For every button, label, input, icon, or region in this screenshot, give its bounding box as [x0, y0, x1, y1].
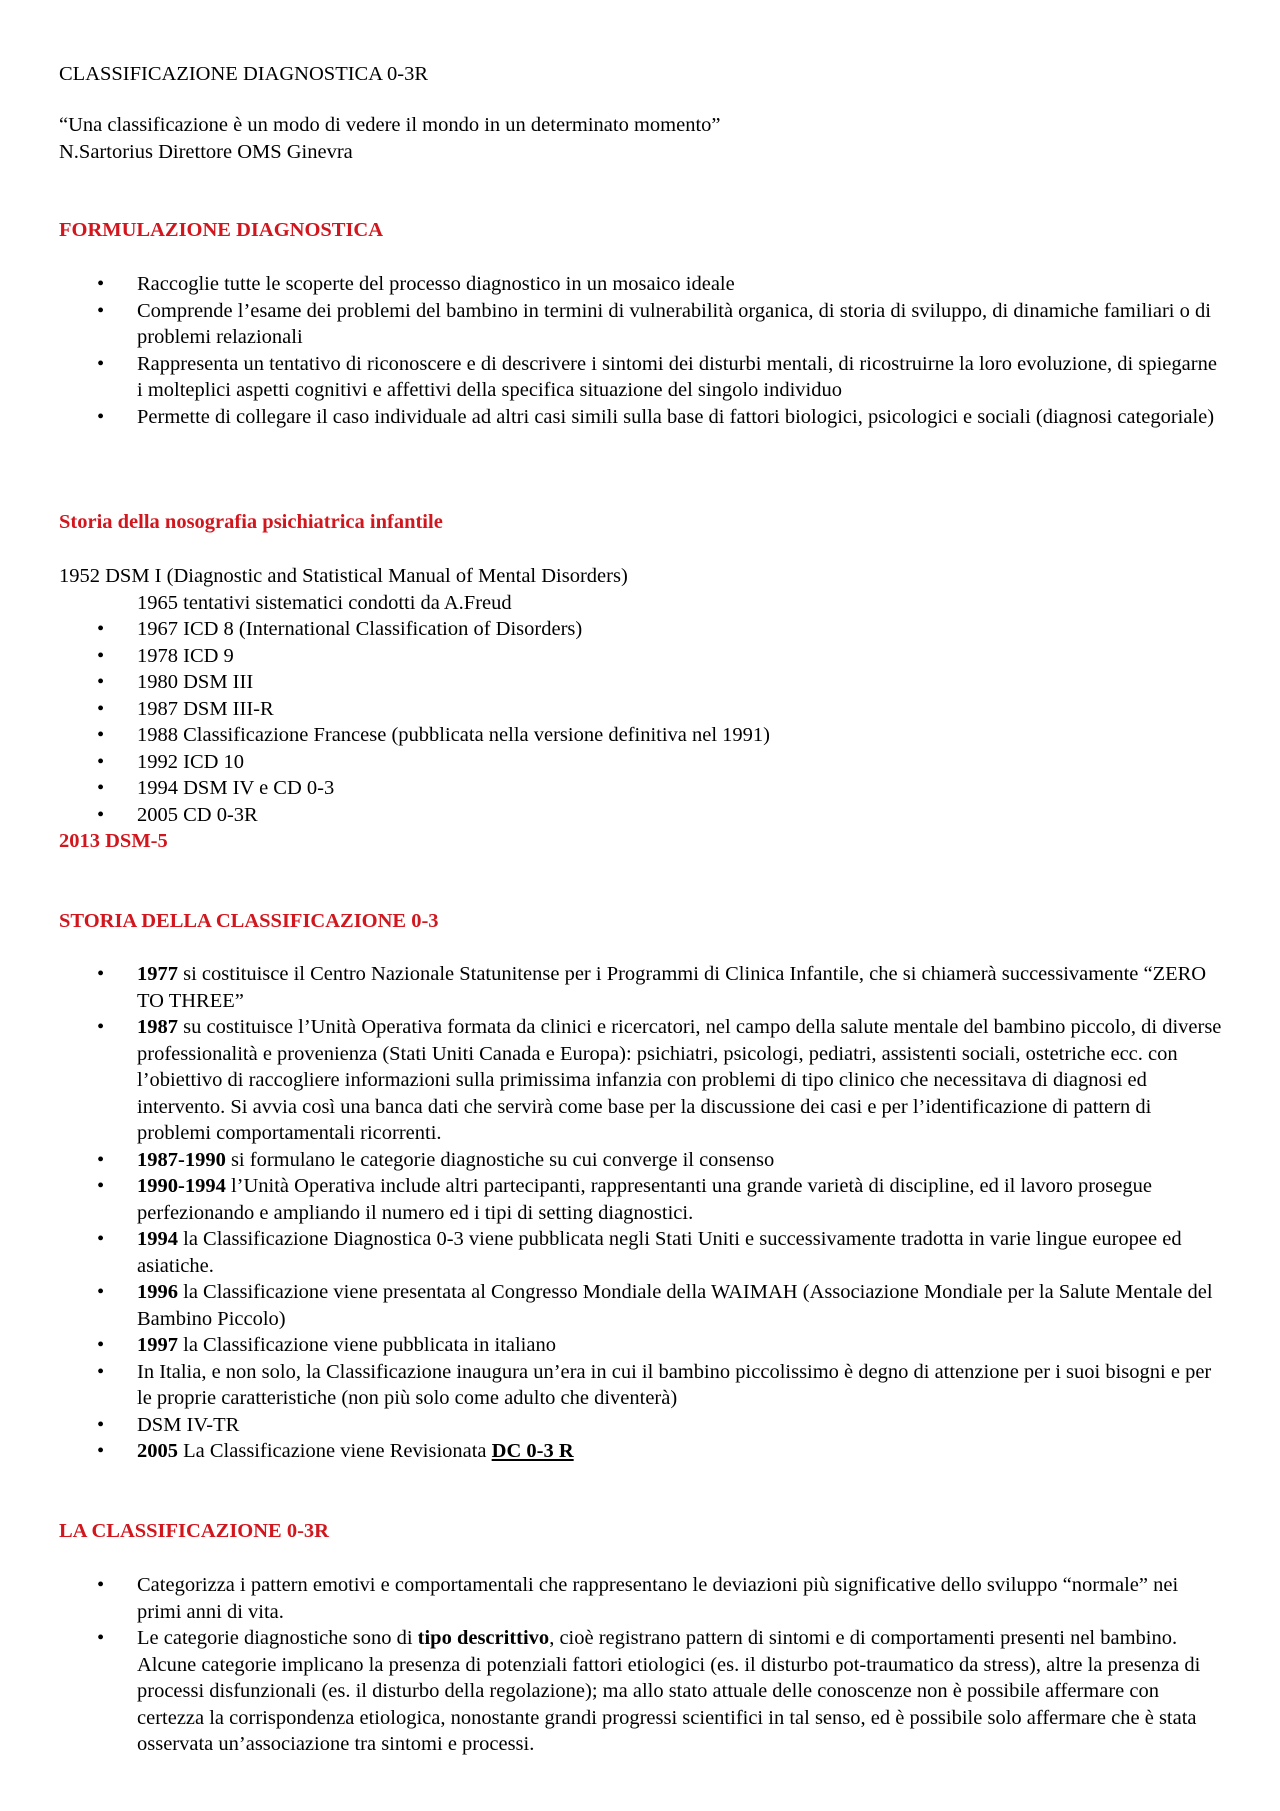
nosografia-list [59, 616, 1225, 828]
list-item: • 1996 la Classificazione viene presentata al Congresso Mondiale della WAIMAH (Associazione Mondiale per la Salute Mentale del Bambino Piccolo) [97, 1281, 1213, 1330]
list-item: • In Italia, e non solo, la Classificazione inaugura un’era in cui il bambino piccolissimo è degno di attenzione per i suoi bisogni e per le proprie caratteristiche (non più solo come adulto che diventerà) [97, 1360, 1212, 1409]
list-item: • 1988 Classificazione Francese (pubblicata nella versione definitiva nel 1991) [97, 724, 771, 746]
heading-formulazione: FORMULAZIONE DIAGNOSTICA [59, 219, 384, 241]
list-item: • 1987 DSM III-R [97, 697, 274, 720]
classificazione-03r-list [59, 1572, 1225, 1758]
list-item: • 1977 si costituisce il Centro Nazionale Statunitense per i Programmi di Clinica Infantile, che si chiamerà successivamente “ZERO TO THREE” [97, 963, 1207, 1012]
list-item: • 1994 DSM IV e CD 0-3 [97, 777, 335, 799]
list-item: • Le categorie diagnostiche sono di tipo descrittivo, cioè registrano pattern di sintomi e di comportamenti presenti nel bambino. Alcune categorie implicano la presenza di potenziali fattori etiologici (es. il disturbo pot-traumatico da stress), altre la presenza di processi disfunzionali (es. il disturbo della regolazione); ma allo stato attuale delle conoscenze non è possibile affermare con certezza la corrispondenza etiologica, nonostante grandi progressi scientifici in tal senso, ed è possibile solo affermare che è stata osservata un’associazione tra sintomi e processi. [97, 1627, 1201, 1755]
formulazione-list [59, 271, 1225, 430]
list-item: • Rappresenta un tentativo di riconoscere e di descrivere i sintomi dei disturbi mentali, di ricostruirne la loro evoluzione, di spiegarne i molteplici aspetti cognitivi e affettivi della specifica situazione del singolo individuo [97, 352, 1217, 401]
list-item: • 1987-1990 si formulano le categorie diagnostiche su cui converge il consenso [97, 1148, 775, 1171]
list-item: • 2005 CD 0-3R [97, 803, 258, 826]
quote-author: N.Sartorius Direttore OMS Ginevra [59, 141, 353, 163]
dc-03r-link[interactable]: DC 0-3 R [491, 1440, 574, 1462]
doc-title: CLASSIFICAZIONE DIAGNOSTICA 0-3R [59, 63, 429, 85]
list-item: • 1978 ICD 9 [97, 644, 234, 667]
list-item: • Raccoglie tutte le scoperte del processo diagnostico in un mosaico ideale [97, 273, 735, 295]
list-item: • 1987 su costituisce l’Unità Operativa formata da clinici e ricercatori, nel campo della salute mentale del bambino piccolo, di diverse professionalità e provenienza (Stati Uniti Canada e Europa): psichiatri, psicologi, pediatri, assistenti sociali, ostetriche ecc. con l’obiettivo di raccogliere informazioni sulla primissima infanzia con problemi di tipo clinico che necessitava di diagnosi ed intervento. Si avvia così una banca dati che servirà come base per la discussione dei casi e per l’identificazione di pattern di problemi comportamentali ricorrenti. [97, 1016, 1222, 1144]
classificazione-history-list [59, 961, 1225, 1465]
list-item: • 2005 La Classificazione viene Revisionata DC 0-3 R [97, 1440, 574, 1462]
list-item: • 1967 ICD 8 (International Classification of Disorders) [97, 618, 583, 640]
list-item: • 1992 ICD 10 [97, 750, 245, 773]
heading-storia-classificazione: STORIA DELLA CLASSIFICAZIONE 0-3 [59, 910, 439, 932]
list-item: • Comprende l’esame dei problemi del bambino in termini di vulnerabilità organica, di storia di sviluppo, di dinamiche familiari o di problemi relazionali [97, 299, 1211, 348]
list-item: • 1994 la Classificazione Diagnostica 0-3 viene pubblicata negli Stati Uniti e successivamente tradotta in varie lingue europee ed asiatiche. [97, 1228, 1182, 1277]
quote: “Una classificazione è un modo di vedere il mondo in un determinato momento” [59, 114, 721, 136]
list-item: • 1980 DSM III [97, 671, 254, 693]
list-item: • Permette di collegare il caso individuale ad altri casi simili sulla base di fattori biologici, psicologici e sociali (diagnosi categoriale) [97, 405, 1215, 428]
heading-storia-nosografia: Storia della nosografia psichiatrica infantile [59, 511, 443, 533]
list-item: • 1997 la Classificazione viene pubblicata in italiano [97, 1334, 556, 1356]
nosografia-second: 1965 tentativi sistematici condotti da A.Freud [137, 592, 512, 614]
nosografia-first: 1952 DSM I (Diagnostic and Statistical Manual of Mental Disorders) [59, 565, 628, 587]
list-item: • Categorizza i pattern emotivi e comportamentali che rappresentano le deviazioni più significative dello sviluppo “normale” nei primi anni di vita. [97, 1574, 1179, 1623]
list-item: • DSM IV-TR [97, 1413, 240, 1436]
nosografia-last: 2013 DSM-5 [59, 830, 168, 852]
heading-classificazione-03r: LA CLASSIFICAZIONE 0-3R [59, 1520, 329, 1542]
list-item: • 1990-1994 l’Unità Operativa include altri partecipanti, rappresentanti una grande varietà di discipline, ed il lavoro prosegue perfezionando e ampliando il numero ed i tipi di setting diagnostici. [97, 1175, 1152, 1224]
